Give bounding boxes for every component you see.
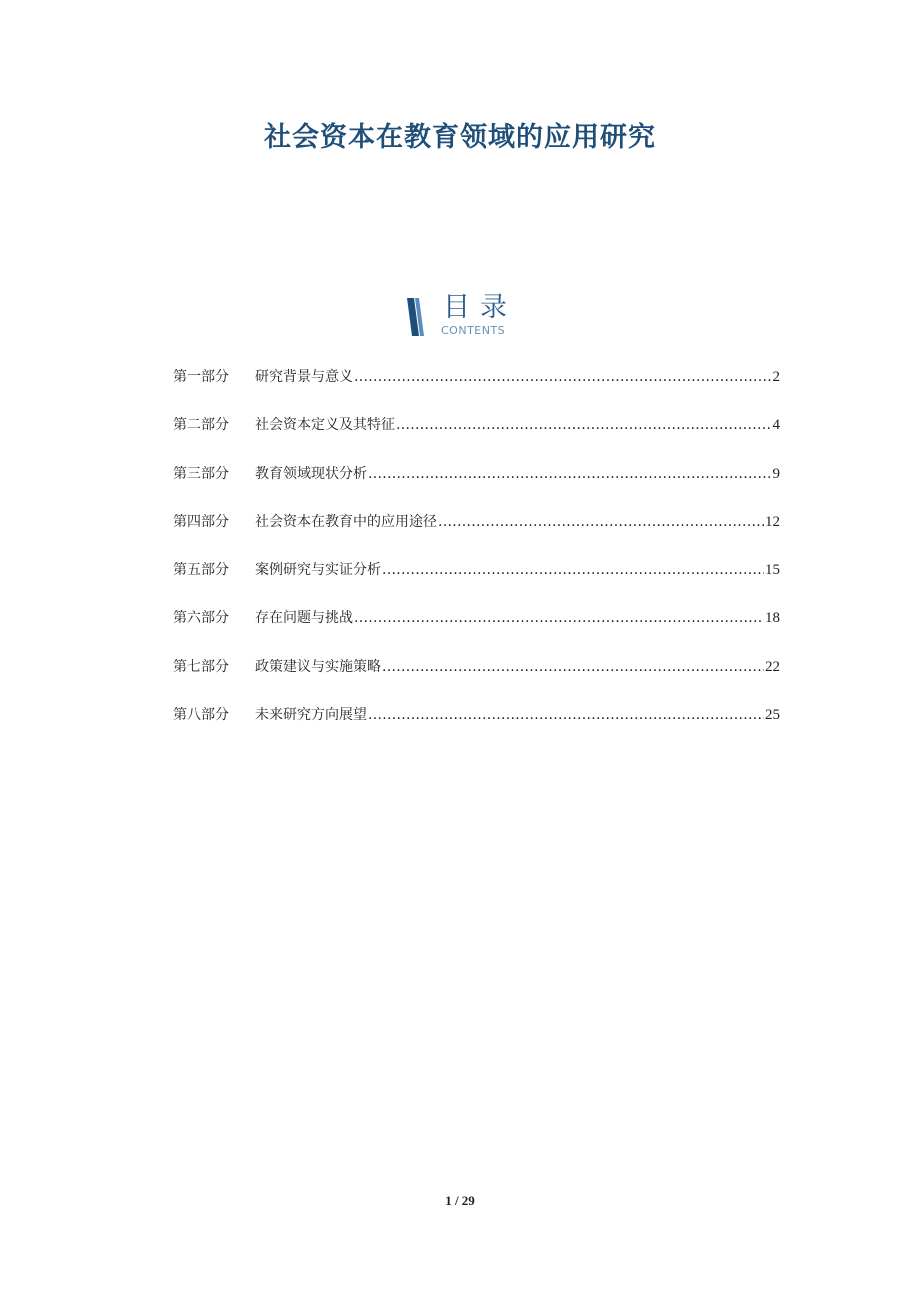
toc-entry-title: 政策建议与实施策略 <box>255 658 381 675</box>
toc-entry-8[interactable] <box>173 704 780 752</box>
toc-entry-title: 案例研究与实证分析 <box>255 562 381 579</box>
toc-entry-3[interactable] <box>173 463 780 511</box>
toc-part-label: 第六部分 <box>173 610 229 627</box>
toc-page-number: 25 <box>765 707 780 724</box>
toc-page-number: 9 <box>772 465 780 482</box>
toc-entry-4[interactable] <box>173 511 780 559</box>
toc-entry-title: 存在问题与挑战 <box>255 610 353 627</box>
toc-part-label: 第七部分 <box>173 658 229 675</box>
toc-entry-title: 社会资本定义及其特征 <box>255 417 395 434</box>
toc-page-number: 18 <box>765 610 780 627</box>
toc-leader-dots <box>354 369 772 385</box>
toc-logo-icon <box>405 296 431 338</box>
toc-subheading: CONTENTS <box>441 324 506 337</box>
toc-list <box>173 366 780 752</box>
toc-entry-2[interactable] <box>173 414 780 462</box>
toc-page-number: 15 <box>765 562 780 579</box>
toc-entry-title: 研究背景与意义 <box>255 369 353 385</box>
toc-part-label: 第三部分 <box>173 465 229 482</box>
toc-part-label: 第八部分 <box>173 707 229 724</box>
toc-part-label: 第一部分 <box>173 369 229 385</box>
document-title: 社会资本在教育领域的应用研究 <box>264 122 656 153</box>
toc-entry-1[interactable] <box>173 366 780 414</box>
toc-entry-title: 社会资本在教育中的应用途径 <box>255 513 437 530</box>
page-number-footer: 1 / 29 <box>445 1193 475 1208</box>
toc-page-number: 22 <box>765 658 780 675</box>
toc-page-number: 12 <box>765 513 780 530</box>
toc-leader-dots <box>438 514 764 530</box>
toc-part-label: 第二部分 <box>173 417 229 434</box>
toc-page-number: 4 <box>772 417 780 434</box>
toc-leader-dots <box>382 562 764 578</box>
toc-part-label: 第四部分 <box>173 513 229 530</box>
toc-leader-dots <box>368 466 772 482</box>
toc-entry-5[interactable] <box>173 559 780 607</box>
toc-entry-7[interactable] <box>173 656 780 704</box>
toc-leader-dots <box>396 417 772 433</box>
toc-page-number: 2 <box>772 369 780 385</box>
toc-leader-dots <box>368 707 764 723</box>
toc-part-label: 第五部分 <box>173 562 229 579</box>
toc-heading: 目录 <box>443 292 517 323</box>
toc-entry-title: 教育领域现状分析 <box>255 465 367 482</box>
toc-entry-title: 未来研究方向展望 <box>255 707 367 724</box>
toc-leader-dots <box>354 610 764 626</box>
toc-leader-dots <box>382 659 764 675</box>
toc-header <box>405 292 525 342</box>
toc-entry-6[interactable] <box>173 607 780 655</box>
